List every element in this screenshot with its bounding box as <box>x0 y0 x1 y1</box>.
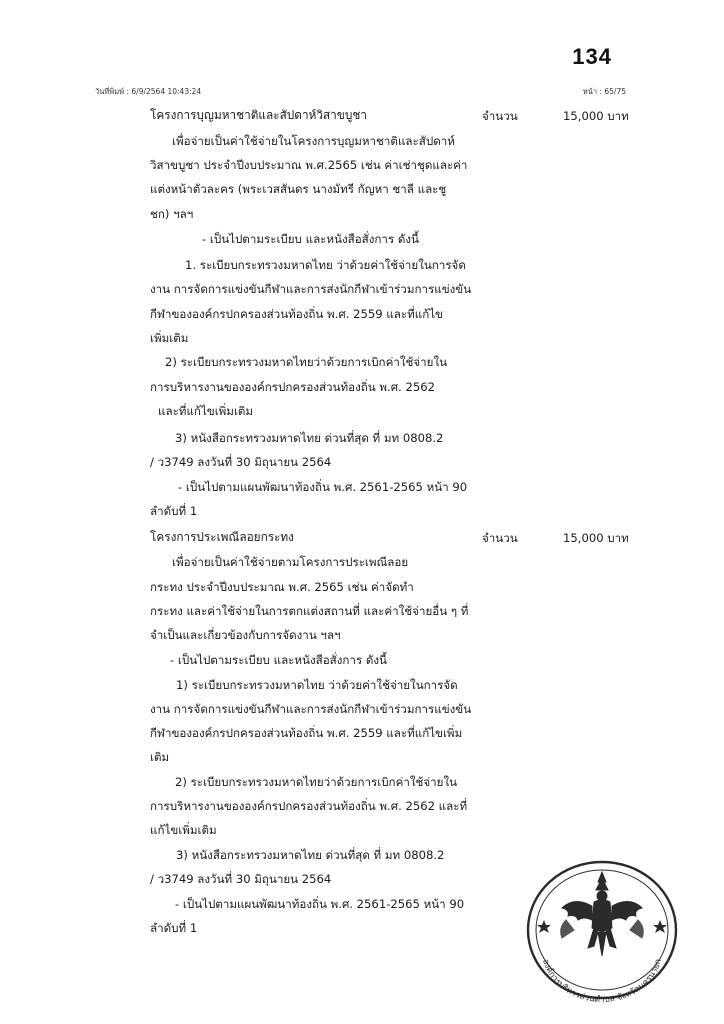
body-line: - เป็นไปตามระเบียบ และหนังสือสั่งการ ดังนี้ <box>170 653 387 667</box>
body-line: งาน การจัดการแข่งขันกีฬาและการส่งนักกีฬาเข้าร่วมการแข่งขัน <box>150 282 472 296</box>
official-seal <box>522 858 682 1004</box>
garuda-icon <box>561 872 644 956</box>
body-line: กีฬาขององค์กรปกครองส่วนท้องถิ่น พ.ศ. 2559 และที่แก้ไขเพิ่ม <box>150 726 463 740</box>
body-line: ลำดับที่ 1 <box>150 921 198 935</box>
svg-text:องค์การบริหารส่วนตำบล จังหวัดน <box>540 958 664 1004</box>
body-line: การบริหารงานขององค์กรปกครองส่วนท้องถิ่น พ.ศ. 2562 และที่ <box>150 799 468 813</box>
amount-value: 15,000 บาท <box>563 109 629 123</box>
body-line: 1. ระเบียบกระทรวงมหาดไทย ว่าด้วยค่าใช้จ่ายในการจัด <box>185 258 466 272</box>
body-line: 3) หนังสือกระทรวงมหาดไทย ด่วนที่สุด ที่ มท 0808.2 <box>176 848 445 862</box>
amount-label: จำนวน <box>482 109 518 123</box>
body-line: กระทง และค่าใช้จ่ายในการตกแต่งสถานที่ และค่าใช้จ่ายอื่น ๆ ที่ <box>150 604 469 618</box>
body-line: และที่แก้ไขเพิ่มเติม <box>158 404 254 418</box>
project-title: โครงการบุญมหาชาติและสัปดาห์วิสาขบูชา <box>150 108 367 122</box>
body-line: งาน การจัดการแข่งขันกีฬาและการส่งนักกีฬาเข้าร่วมการแข่งขัน <box>150 702 472 716</box>
body-line: เพิ่มเติม <box>150 331 189 345</box>
body-line: - เป็นไปตามระเบียบ และหนังสือสั่งการ ดังนี้ <box>202 232 419 246</box>
body-line: ลำดับที่ 1 <box>150 504 198 518</box>
body-line: แก้ไขเพิ่มเติม <box>150 823 217 837</box>
body-line: 3) หนังสือกระทรวงมหาดไทย ด่วนที่สุด ที่ มท 0808.2 <box>175 431 444 445</box>
page-of-count: หน้า : 65/75 <box>582 87 626 96</box>
body-line: จำเป็นและเกี่ยวข้องกับการจัดงาน ฯลฯ <box>150 628 341 642</box>
body-line: / ว3749 ลงวันที่ 30 มิถุนายน 2564 <box>150 455 332 469</box>
project-title: โครงการประเพณีลอยกระทง <box>150 530 294 544</box>
amount-label: จำนวน <box>482 531 518 545</box>
body-line: 1) ระเบียบกระทรวงมหาดไทย ว่าด้วยค่าใช้จ่ายในการจัด <box>176 678 458 692</box>
body-line: 2) ระเบียบกระทรวงมหาดไทยว่าด้วยการเบิกค่าใช้จ่ายใน <box>175 775 458 789</box>
body-line: เพื่อจ่ายเป็นค่าใช้จ่ายตามโครงการประเพณีลอย <box>172 555 409 569</box>
body-line: 2) ระเบียบกระทรวงมหาดไทยว่าด้วยการเบิกค่าใช้จ่ายใน <box>165 355 448 369</box>
body-line: วิสาขบูชา ประจำปีงบประมาณ พ.ศ.2565 เช่น ค่าเช่าชุดและค่า <box>150 158 468 172</box>
page-number: 134 <box>572 44 612 69</box>
body-line: เติม <box>150 750 170 764</box>
body-line: แต่งหน้าตัวละคร (พระเวสสันดร นางมัทรี กัญหา ชาลี และชู <box>150 182 447 196</box>
body-line: เพื่อจ่ายเป็นค่าใช้จ่ายในโครงการบุญมหาชาติและสัปดาห์ <box>172 134 455 148</box>
body-line: ชก) ฯลฯ <box>150 207 194 221</box>
body-line: / ว3749 ลงวันที่ 30 มิถุนายน 2564 <box>150 872 332 886</box>
body-line: - เป็นไปตามแผนพัฒนาท้องถิ่น พ.ศ. 2561-2565 หน้า 90 <box>178 480 468 494</box>
body-line: กีฬาขององค์กรปกครองส่วนท้องถิ่น พ.ศ. 2559 และที่แก้ไข <box>150 307 443 321</box>
body-line: การบริหารงานขององค์กรปกครองส่วนท้องถิ่น พ.ศ. 2562 <box>150 380 435 394</box>
seal-text: องค์การบริหารส่วนตำบล จังหวัดนครนายก <box>540 958 664 1004</box>
body-line: กระทง ประจำปีงบประมาณ พ.ศ. 2565 เช่น ค่าจัดทำ <box>150 580 414 594</box>
body-line: - เป็นไปตามแผนพัฒนาท้องถิ่น พ.ศ. 2561-2565 หน้า 90 <box>175 897 465 911</box>
amount-value: 15,000 บาท <box>563 531 629 545</box>
print-timestamp: วันที่พิมพ์ : 6/9/2564 10:43:24 <box>95 87 202 96</box>
